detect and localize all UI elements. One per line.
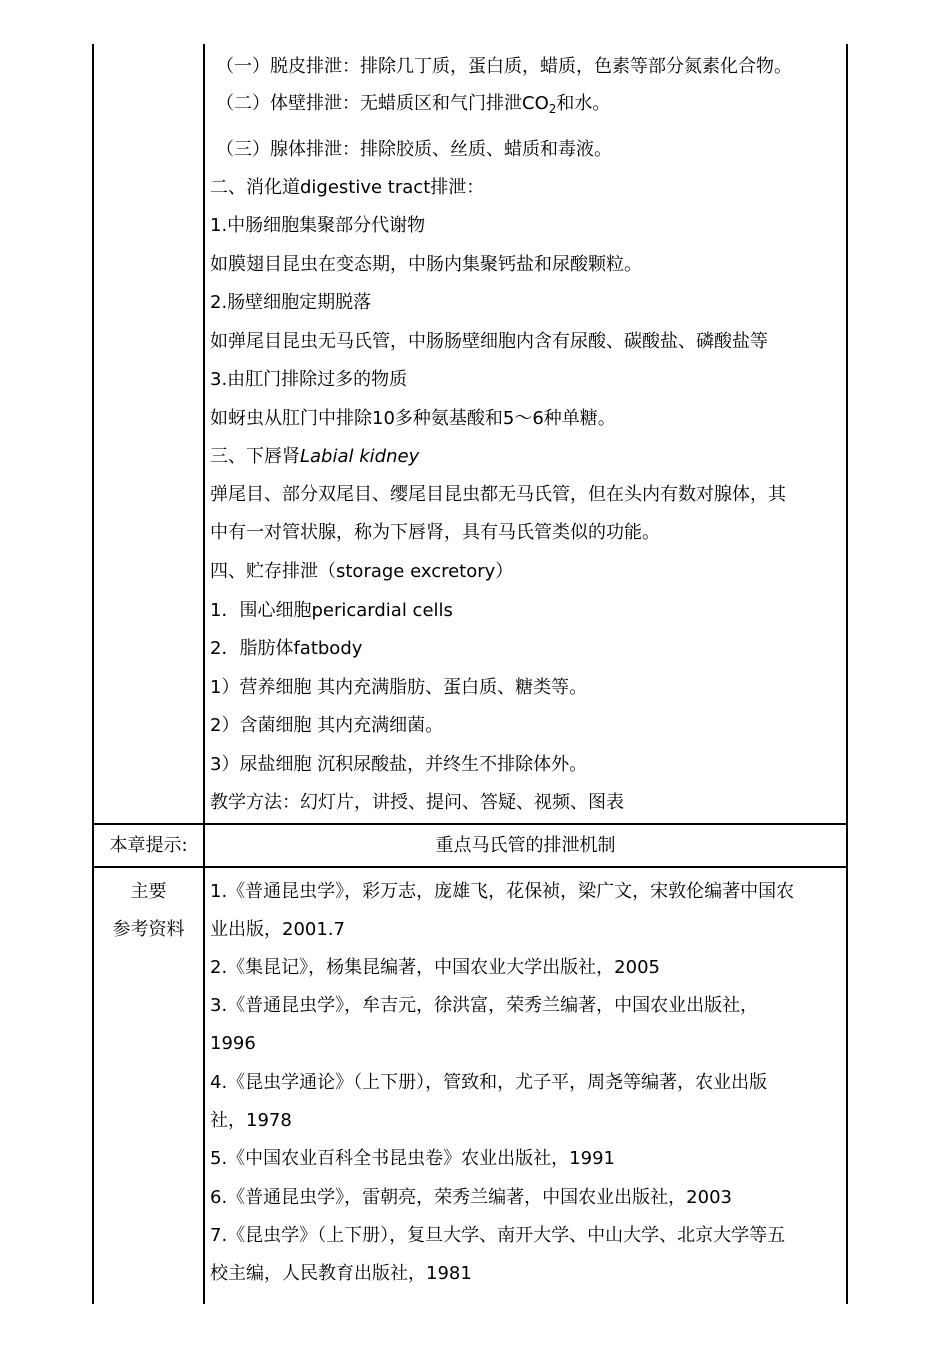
refs-label-line2: 参考资料 — [112, 919, 185, 940]
section-heading: 二、消化道digestive tract排泄： — [210, 177, 485, 198]
text-line: （三）腺体排泄：排除胶质、丝质、蜡质和毒液。 — [216, 139, 612, 160]
table-left-border — [92, 44, 94, 1304]
reference-item: 5.《中国农业百科全书昆虫卷》农业出版社，1991 — [210, 1148, 615, 1169]
subscript: 2 — [548, 102, 557, 116]
reference-item: 7.《昆虫学》（上下册），复旦大学、南开大学、中山大学、北京大学等五 — [210, 1225, 786, 1246]
reference-item: 校主编，人民教育出版社，1981 — [210, 1263, 472, 1284]
reference-item: 6.《普通昆虫学》，雷朝亮，荣秀兰编著，中国农业出版社，2003 — [210, 1187, 732, 1208]
text-line: （一）脱皮排泄：排除几丁质，蛋白质，蜡质，色素等部分氮素化合物。 — [216, 56, 792, 77]
refs-label-line1: 主要 — [130, 881, 167, 902]
reference-item: 社，1978 — [210, 1110, 292, 1131]
text-line: 2.肠壁细胞定期脱落 — [210, 292, 372, 313]
text-line — [216, 92, 610, 116]
text-line: 1.中肠细胞集聚部分代谢物 — [210, 215, 426, 236]
text-line: 1．围心细胞pericardial cells — [210, 600, 453, 621]
row-divider-hint-bottom — [92, 866, 848, 868]
text-line: 2）含菌细胞 其内充满细菌。 — [210, 715, 444, 736]
text-line: 2．脂肪体fatbody — [210, 638, 363, 659]
column-divider — [203, 44, 205, 1304]
text-line: 如弹尾目昆虫无马氏管，中肠肠壁细胞内含有尿酸、碳酸盐、磷酸盐等 — [210, 331, 768, 352]
reference-item: 2.《集昆记》，杨集昆编著，中国农业大学出版社，2005 — [210, 957, 660, 978]
hint-label: 本章提示: — [109, 835, 188, 856]
reference-item: 3.《普通昆虫学》，牟吉元，徐洪富，荣秀兰编著，中国农业出版社， — [210, 995, 759, 1016]
text-fragment: 三、下唇肾 — [210, 446, 300, 467]
section-heading: 四、贮存排泄（storage excretory） — [210, 561, 514, 582]
text-line: 弹尾目、部分双尾目、缨尾目昆虫都无马氏管，但在头内有数对腺体，其 — [210, 484, 786, 505]
text-line: 中有一对管状腺，称为下唇肾，具有马氏管类似的功能。 — [210, 522, 660, 543]
reference-item: 业出版，2001.7 — [210, 919, 345, 940]
row-divider-hint-top — [92, 823, 848, 825]
text-line: 3.由肛门排除过多的物质 — [210, 369, 408, 390]
reference-item: 1.《普通昆虫学》，彩万志，庞雄飞，花保祯，梁广文，宋敦伦编著中国农 — [210, 881, 795, 902]
teaching-method: 教学方法：幻灯片，讲授、提问、答疑、视频、图表 — [210, 792, 624, 813]
section-heading — [210, 445, 419, 469]
text-fragment: （二）体壁排泄：无蜡质区和气门排泄CO — [216, 93, 549, 114]
reference-item: 1996 — [210, 1033, 256, 1054]
table-right-border — [846, 44, 848, 1304]
hint-value: 重点马氏管的排泄机制 — [435, 835, 616, 856]
text-line: 如膜翅目昆虫在变态期，中肠内集聚钙盐和尿酸颗粒。 — [210, 254, 642, 275]
text-line: 如蚜虫从肛门中排除10多种氨基酸和5～6种单糖。 — [210, 408, 616, 429]
text-line: 1）营养细胞 其内充满脂肪、蛋白质、糖类等。 — [210, 677, 588, 698]
text-line: 3）尿盐细胞 沉积尿酸盐，并终生不排除体外。 — [210, 754, 588, 775]
reference-item: 4.《昆虫学通论》（上下册），管致和，尤子平，周尧等编著，农业出版 — [210, 1072, 768, 1093]
text-fragment: 和水。 — [556, 93, 611, 114]
italic-term: Labial kidney — [300, 446, 420, 467]
